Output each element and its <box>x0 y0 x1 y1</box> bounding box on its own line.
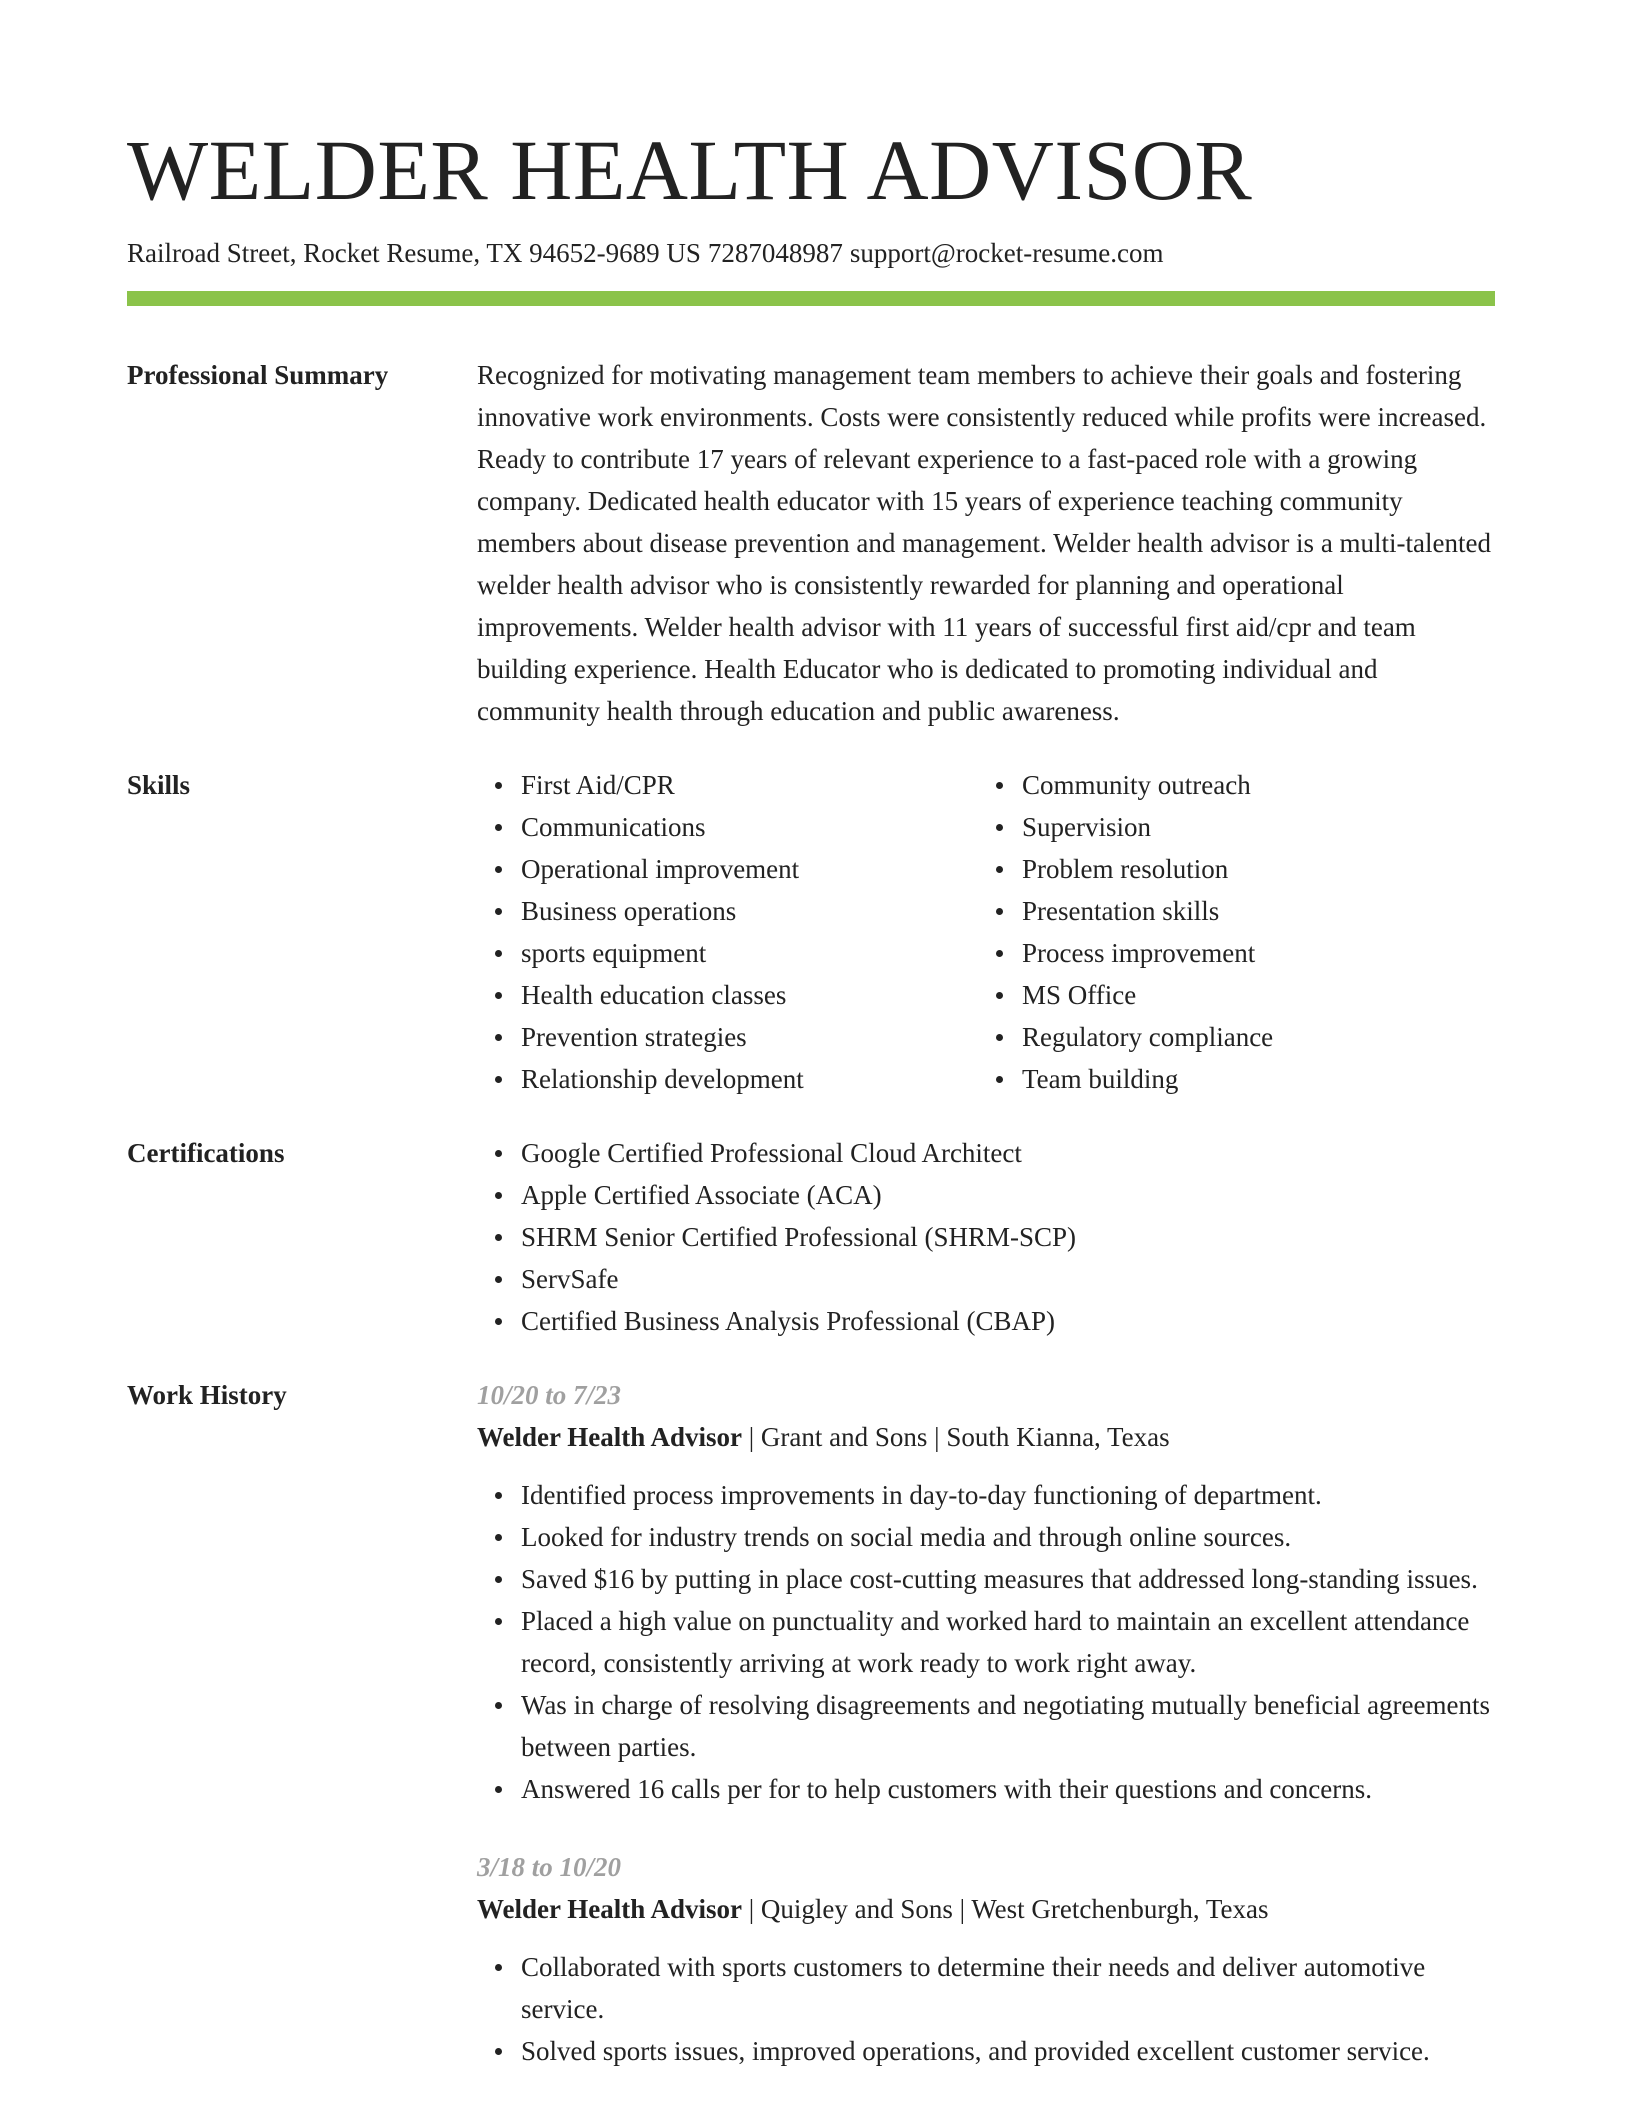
job-duty-item: Identified process improvements in day-to-day functioning of department. <box>521 1474 1495 1516</box>
section-body <box>477 1132 1495 1342</box>
skill-item: Communications <box>521 806 978 848</box>
job-duty-item: Looked for industry trends on social media and through online sources. <box>521 1516 1495 1558</box>
section-label: Work History <box>127 1380 287 1410</box>
section-work-history <box>127 1374 1495 2072</box>
certification-item: SHRM Senior Certified Professional (SHRM-SCP) <box>521 1216 1495 1258</box>
contact-address: Railroad Street, Rocket Resume, TX 94652-9689 US <box>127 238 701 268</box>
skill-item: Team building <box>1022 1058 1539 1100</box>
certifications-list <box>477 1132 1495 1342</box>
job-duties-list <box>477 1946 1495 2072</box>
job-dates: 3/18 to 10/20 <box>477 1852 622 1882</box>
section-skills <box>127 764 1495 1100</box>
skill-item: First Aid/CPR <box>521 764 978 806</box>
job-duty-item: Answered 16 calls per for to help customers with their questions and concerns. <box>521 1768 1495 1810</box>
contact-phone: 7287048987 <box>707 238 843 268</box>
job-duty-item: Saved $16 by putting in place cost-cutting measures that addressed long-standing issues. <box>521 1558 1495 1600</box>
section-label: Professional Summary <box>127 360 389 390</box>
job-separator: | <box>748 1422 755 1452</box>
skill-item: sports equipment <box>521 932 978 974</box>
certification-item: Google Certified Professional Cloud Architect <box>521 1132 1495 1174</box>
contact-line <box>127 235 1495 271</box>
certification-item: Apple Certified Associate (ACA) <box>521 1174 1495 1216</box>
job-dates: 10/20 to 7/23 <box>477 1380 622 1410</box>
section-professional-summary <box>127 354 1495 732</box>
skill-item: Presentation skills <box>1022 890 1539 932</box>
skill-item: Supervision <box>1022 806 1539 848</box>
contact-email: support@rocket-resume.com <box>849 238 1164 268</box>
skill-item: Regulatory compliance <box>1022 1016 1539 1058</box>
skill-item: Business operations <box>521 890 978 932</box>
section-label: Certifications <box>127 1138 285 1168</box>
job-separator: | <box>959 1894 966 1924</box>
skill-item: Health education classes <box>521 974 978 1016</box>
job-title: Welder Health Advisor <box>477 1422 743 1452</box>
skill-item: Problem resolution <box>1022 848 1539 890</box>
job-title: Welder Health Advisor <box>477 1894 743 1924</box>
job-duties-list <box>477 1474 1495 1810</box>
job-company: Grant and Sons <box>760 1422 928 1452</box>
section-certifications <box>127 1132 1495 1342</box>
job-separator: | <box>748 1894 755 1924</box>
skill-item: Relationship development <box>521 1058 978 1100</box>
skills-grid <box>477 764 1495 1100</box>
skill-item: MS Office <box>1022 974 1539 1016</box>
section-body <box>477 354 1495 732</box>
certification-item: Certified Business Analysis Professional (CBAP) <box>521 1300 1495 1342</box>
job-separator: | <box>934 1422 940 1452</box>
job-duty-item: Solved sports issues, improved operations, and provided excellent customer service. <box>521 2030 1495 2072</box>
resume-name-heading: WELDER HEALTH ADVISOR <box>127 122 1253 218</box>
section-label: Skills <box>127 770 191 800</box>
job-duty-item: Collaborated with sports customers to determine their needs and deliver automotive service. <box>521 1946 1495 2030</box>
certification-item: ServSafe <box>521 1258 1495 1300</box>
job-heading <box>477 1888 1495 1930</box>
summary-paragraph: Recognized for motivating management team members to achieve their goals and fostering innovative work environments. Costs were consistently reduced while profits were increased. Ready to contribute 17 years of relevant experience to a fast-paced role with a growing company. Dedicated health educator with 15 years of experience teaching community members about disease prevention and management. Welder health advisor is a multi-talented welder health advisor who is consistently rewarded for planning and operational improvements. Welder health advisor with 11 years of successful first aid/cpr and team building experience. Health Educator who is dedicated to promoting individual and community health through education and public awareness. <box>477 360 1492 726</box>
job-entry <box>477 1374 1495 1810</box>
section-body <box>477 1374 1495 2072</box>
job-duty-item: Was in charge of resolving disagreements and negotiating mutually beneficial agreements between parties. <box>521 1684 1495 1768</box>
job-location: South Kianna, Texas <box>946 1422 1170 1452</box>
skill-item: Process improvement <box>1022 932 1539 974</box>
job-heading <box>477 1416 1495 1458</box>
job-entry <box>477 1846 1495 2072</box>
skills-column-right <box>978 764 1539 1100</box>
job-location: West Gretchenburgh, Texas <box>971 1894 1269 1924</box>
resume-page <box>127 0 1495 2072</box>
job-company: Quigley and Sons <box>760 1894 953 1924</box>
job-duty-item: Placed a high value on punctuality and worked hard to maintain an excellent attendance record, consistently arriving at work ready to work right away. <box>521 1600 1495 1684</box>
header-divider <box>127 291 1495 306</box>
skill-item: Prevention strategies <box>521 1016 978 1058</box>
skills-column-left <box>477 764 978 1100</box>
skill-item: Community outreach <box>1022 764 1539 806</box>
skill-item: Operational improvement <box>521 848 978 890</box>
